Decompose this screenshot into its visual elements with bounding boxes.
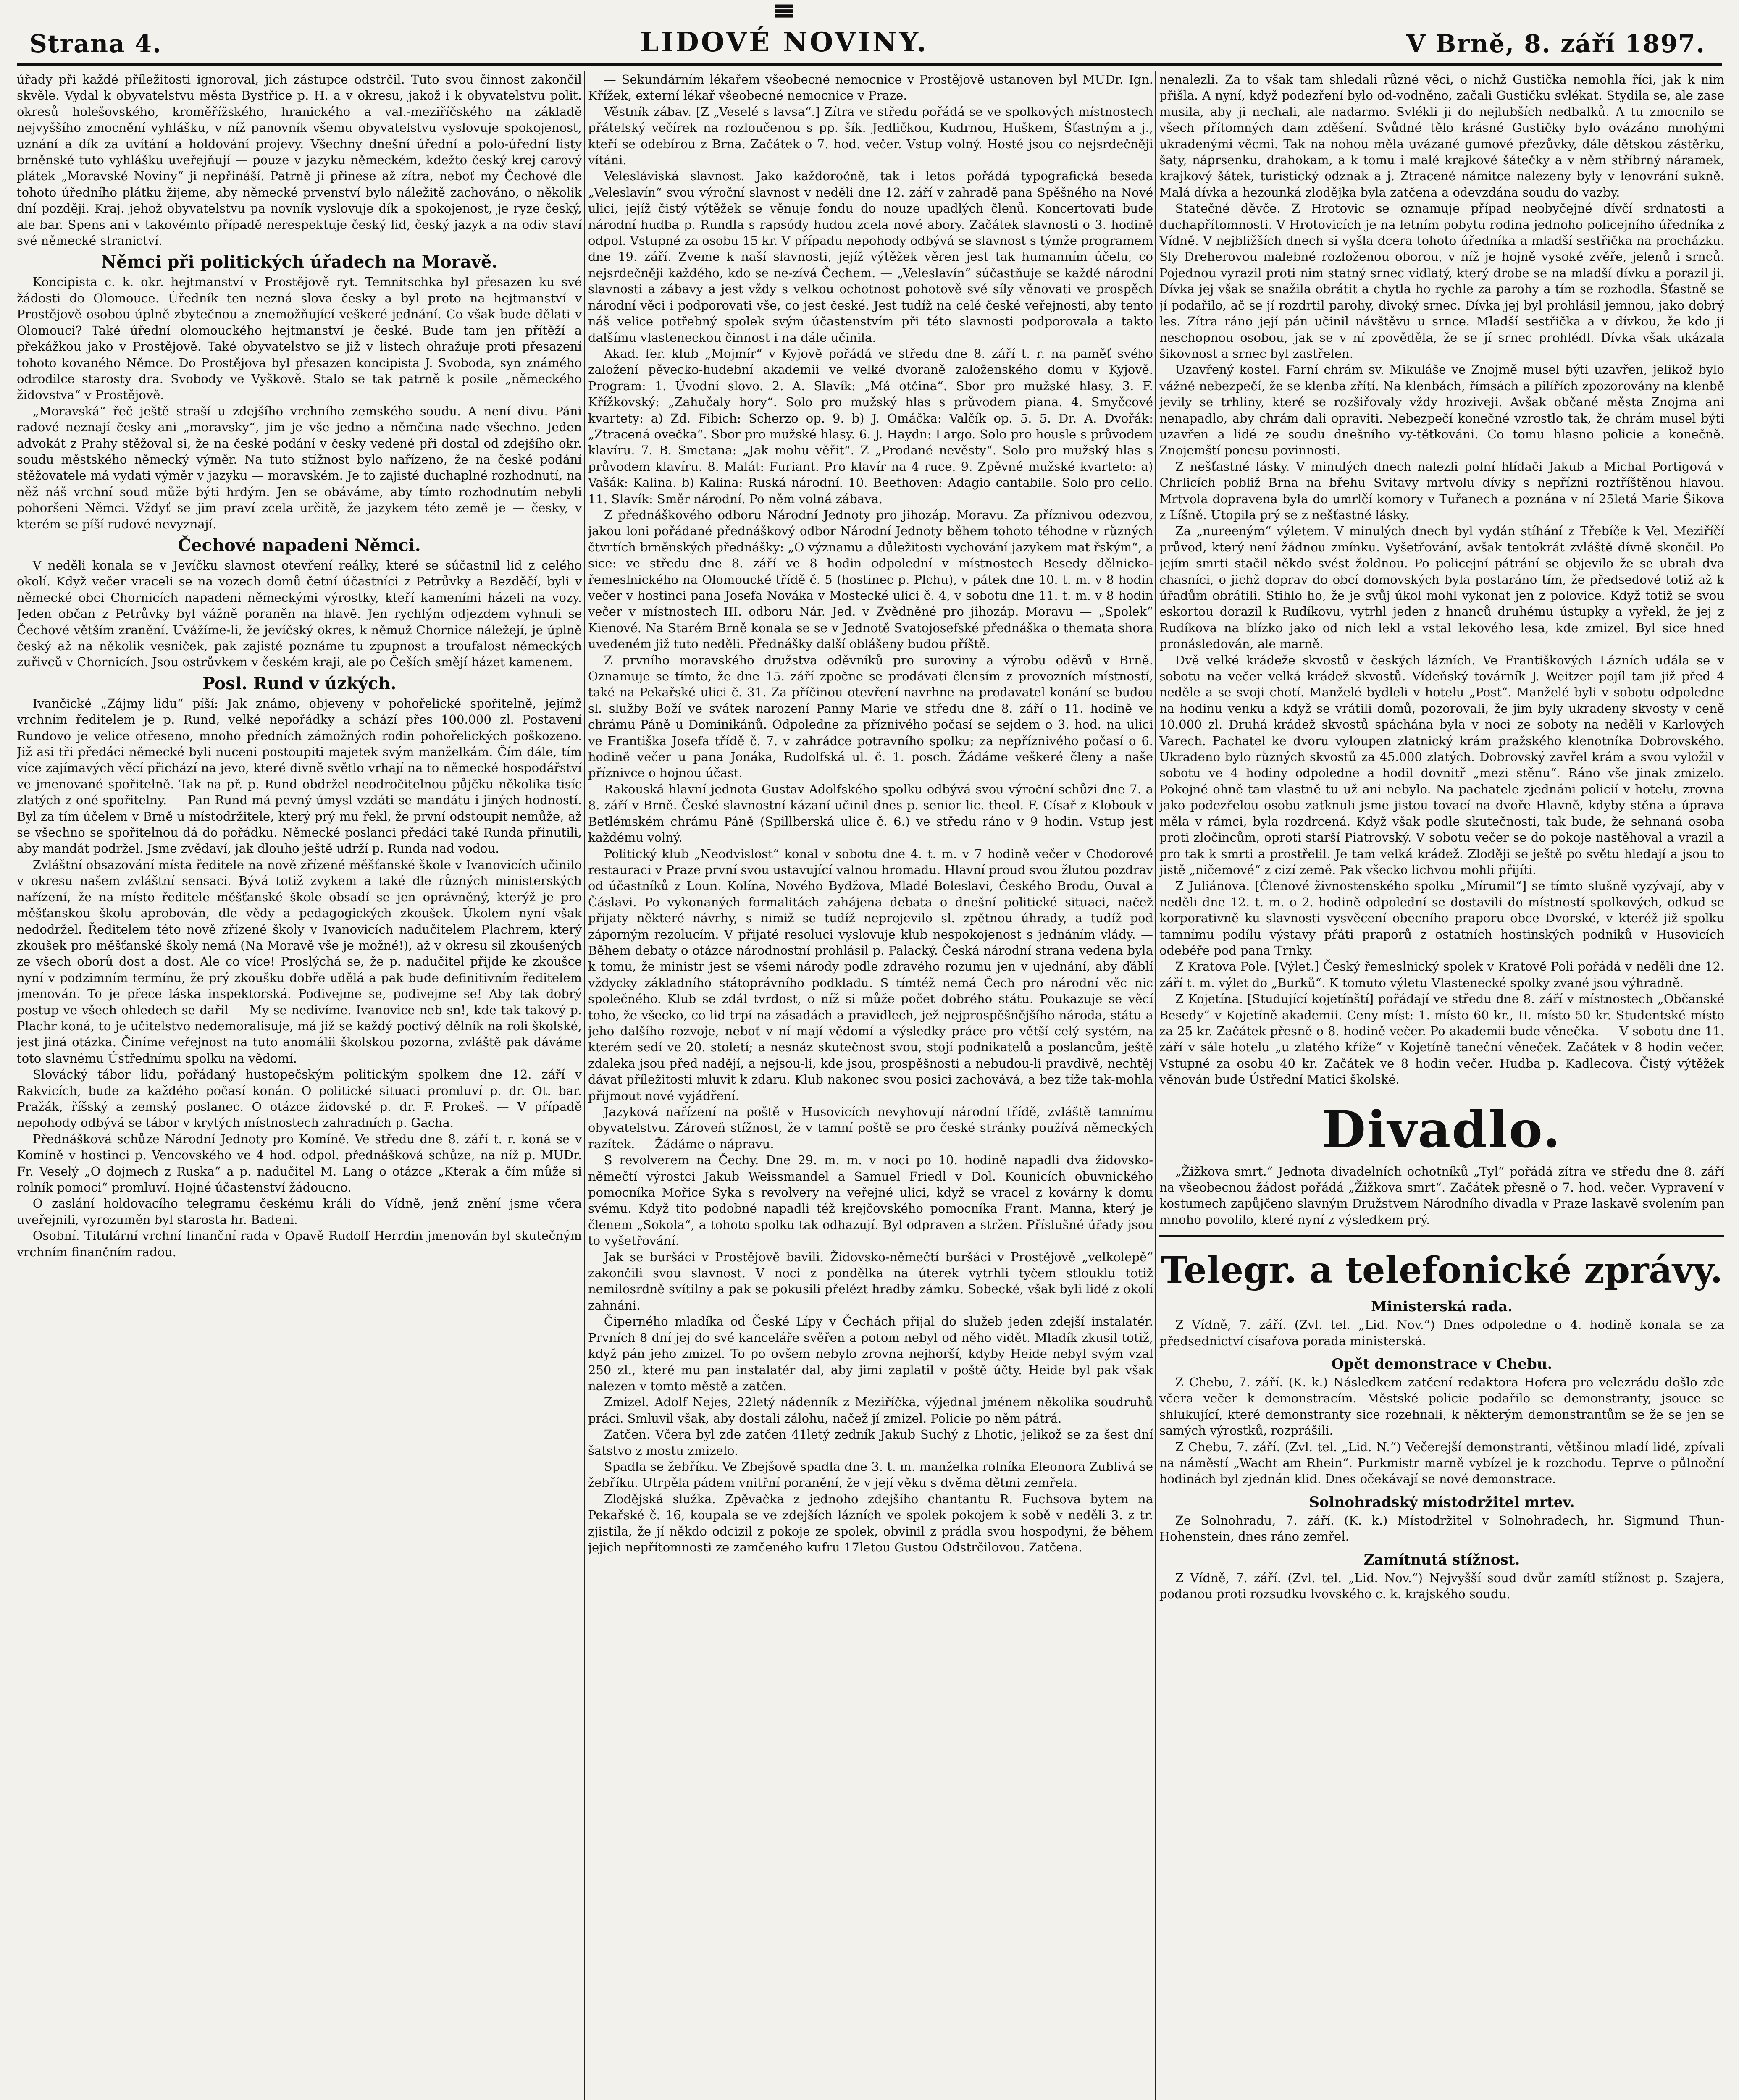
article-text: Přednášková schůze Národní Jednoty pro Komíně. Ve středu dne 8. září t. r. koná se v Komíně v hostinci p. Vencovského ve 4 hod. odpol. přednášková schůze, na níž p. MUDr. Fr. Veselý „O dojmech z Ruska“ a p. nadučitel M. Lang o otázce „Kterak a čím může si rolník pomoci“ promluví. Hojné účastenství žádoucno. bbox=[17, 1131, 582, 1194]
article-text: Zmizel. Adolf Nejes, 22letý nádenník z Meziříčka, výjednal jménem několika soudruhů práci. Smluvil však, aby dostali zálohu, načež jí zmizel. Policie po něm pátrá. bbox=[588, 1395, 1153, 1425]
article-text: — Sekundárním lékařem všeobecné nemocnice v Prostějově ustanoven byl MUDr. Ign. Křížek, externí lékař všeobecné nemocnice v Praze. bbox=[588, 72, 1153, 103]
article-text: V neděli konala se v Jevíčku slavnost otevření reálky, které se súčastnil lid z celého okolí. Když večer vraceli se na vozech domů četní účastníci z Petrůvky a Bezděčí, byli v německé obci Chornicích napadeni německými výrostky, kteří kameními házeli na vozy. Jeden občan z Petrůvky byl vážně poraněn na hlavě. Jen rychlým odjezdem vyhnuli se Čechové větším zranění. Uvážíme-li, že jevíčský okres, k němuž Chornice náležejí, je úplně český až na několik vesniček, pak zajisté poznáme tu zpupnost a troufalost německých zuřivců v Chornicích. Jsou ostrůvkem v českém kraji, ale po Češích smějí házet kamenem. bbox=[17, 558, 582, 669]
article-text: úřady při každé příležitosti ignoroval, jich zástupce odstrčil. Tuto svou činnost zakončil skvěle. Vydal k obyvatelstvu města Bystřice p. H. a v okresu, jakož i k obyvatelstvu polit. okresů holešovského, kroměřížského, hranického a val.-meziříčského na základě nejvyššího zmocnění vyhlášku, v níž panovník všemu obyvatelstvu vyslovuje spokojenost, uznání a dík za uvítání a holdování projevy. Všechny dnešní úřední a polo-úřední listy brněnské tuto vyhlášku uveřejňují — pouze v jazyku německém, kdežto český krej carový plátek „Moravské Noviny“ ji nepřináší. Patrně ji přinese až zítra, neboť my Čechové dle tohoto úředního plátku žijeme, aby německé prvenství bylo náležitě zachováno, o několik dní později. Kraj. jehož obyvatelstvu pa novník vyslovuje dík a spokojenost, je ryze český, ale bar. Spens ani v takovémto případě nerespektuje český lid, český jazyk a na odiv staví své německé stranictví. bbox=[17, 72, 582, 248]
article-text: Dvě velké krádeže skvostů v českých lázních. Ve Františkových Lázních udála se v sobotu na večer velká krádež skvostů. Vídeňský továrník J. Weitzer pojíl tam již před 4 neděle a se svoji chotí. Manželé bydleli v hotelu „Post“. Manželé byli v sobotu odpoledne na hodinu venku a když se vrátili domů, pozorovali, že jim byly ukradeny skvosty v ceně 10.000 zl. Druhá krádež skvostů spáchána byla v noci ze soboty na neděli v Karlových Varech. Pachatel ke dvoru vyloupen zlatnický krám pražského klenotníka Dobrovského. Ukradeno bylo různých skvostů za 45.000 zlatých. Dobrovský zavřel krám a svou vyložil v sobotu ve 4 hodiny odpoledne a hodil dovnitř „mezi stěnu“. Ráno vše jinak zmizelo. Pokojné ohně tam vlastně tu už ani nebylo. Na pachatele zjednáni policií v hotelu, zrovna jako podezřelou osobu zatknuli jsme jistou tovací na dvoře Hlavně, kdyby stěna a úprava měla v rámci, byla rozdrcená. Když však podle skutečnosti, tak bude, že sehnaná osoba proti zločincům, oproti starší Piatrovský. V sobotu večer se do pokoje nastěhoval a vrazil a pro tak k smrti a prostřelil. Je tam velká krádež. Zloději se ještě po světu hledají a jsou to jistě „ničemové“ z cizí země. Pak všecko lichvou mohli přijíti. bbox=[1159, 653, 1724, 877]
masthead bbox=[640, 0, 928, 58]
article-text: Z Kratova Pole. [Výlet.] Český řemeslnický spolek v Kratově Poli pořádá v neděli dne 12. září t. m. výlet do „Burků“. K tomuto výletu Vlastenecké spolky zvané jsou výhradně. bbox=[1159, 959, 1724, 990]
section-heading: Posl. Rund v úzkých. bbox=[202, 673, 397, 693]
article-text: nenalezli. Za to však tam shledali různé věci, o nichž Gustička nemohla říci, jak k nim přišla. A nyní, když podezření bylo od-vodněno, začali Gustičku svlékat. Stydila se, ale zase musila, aby ji nechali, ale nadarmo. Svlékli ji do nejlubších nedbalků. A tu zmocnilo se všech přítomných dam zděšení. Svůdné tělo krásné Gustičky bylo ovázáno mnohými ukradenými věcmi. Tak na nohou měla uvázané gumové přezůvky, dále dětskou zástěrku, šaty, náprsenku, drahokam, a k tomu i malé krajkové šátečky a v něm stříbrný náramek, krajkový šátek, turistický odznak a j. Ztracené námitce nalezeny byly v lenovrání sukně. Malá dívka a hezounká zlodějka byla zatčena a odevzdána soudu do vazby. bbox=[1159, 72, 1724, 200]
article-text: Koncipista c. k. okr. hejtmanství v Prostějově ryt. Temnitschka byl přesazen ku své žádosti do Olomouce. Úředník ten nezná slova česky a byl proto na hejtmanství v Prostějově osobou úplně zbytečnou a znemožňující veškeré jednání. Co však bude dělati v Olomouci? Také úřední olomouckého hejtmanství je české. Bude tam jen přítěží a překážkou jako v Prostějově. Také obyvatelstvo se již v listech ohražuje proti přesazení tohoto kovaného Němce. Do Prostějova byl přesazen koncipista J. Svoboda, syn známého odrodilce starosty dra. Svobody ve Vyškově. Stalo se tak patrně k posile „německého židovstva“ v Prostějově. bbox=[17, 275, 582, 402]
article-text: Osobní. Titulární vrchní finanční rada v Opavě Rudolf Herrdin jmenován byl skutečným vrchním finančním radou. bbox=[17, 1228, 582, 1259]
column-divider bbox=[1155, 71, 1156, 2100]
article-text: Velesláviská slavnost. Jako každoročně, tak i letos pořádá typografická beseda „Veleslavín“ svou výroční slavnost v neděli dne 12. září v zahradě pana Spěšného na Nové ulici, jejíž čistý výtěžek se věnuje fondu do nouze upadlých členů. Koncertovati bude národní hudba p. Rundla s rapsódy hudou zcela nové abory. Začátek slavnosti o 3. hodině odpol. Vstupné za osobu 15 kr. V případu nepohody odbývá se slavnost s týmže programem dne 19. září. Zveme k naší slavnosti, jejíž výtěžek věren jest tak humanním účelu, co nejsrdečněji každého, kdo se ne-zívá Čechem. — „Veleslavín“ súčastňuje se každé národní slavnosti a zábavy a jest vždy s velkou ochotnost pohotově své síly věnovati ve prospěch národní věci i podporovati vše, co jest české. Jest tudíž na celé české veřejnosti, aby tento náš velice potřebný spolek svým účastenstvím při této slavnosti podporovala a takto dalšímu vlasteneckou činnost i na dále učinila. bbox=[588, 169, 1153, 345]
article-text: Zatčen. Včera byl zde zatčen 41letý zedník Jakub Suchý z Lhotic, jelikož se za šest dní šatstvo z mostu zmizelo. bbox=[588, 1427, 1153, 1458]
article-text: Věstník zábav. [Z „Veselé s lavsa“.] Zítra ve středu pořádá se ve spolkových místnostech přátelský večírek na rozloučenou s pp. šík. Jedličkou, Kudrnou, Huškem, Šťastným a j., kteří se odebírou z Brna. Začátek o 7. hod. večer. Vstup volný. Hosté jsou co nejsrdečněji vítáni. bbox=[588, 104, 1153, 168]
masthead-mark: ≡ bbox=[772, 0, 797, 27]
article-text: „Moravská“ řeč ještě straší u zdejšího vrchního zemského soudu. A není divu. Páni radové neznají česky ani „moravsky“, jim je vše jedno a němčina nade všechno. Jeden advokát z Prahy stěžoval si, že na české podání v česky vedené při dostal od zdejšího okr. soudu městského německý výměr. Na tuto stížnost bylo nařízeno, že na české podání stěžovatele má vydati výměr v jazyku — moravském. Je to zajisté duchaplné rozhodnutí, na něž náš vrchní soud může býti hrdým. Jen se obáváme, aby tímto rozhodnutím nebyli pohoršeni Němci. Vždyť se jim praví zcela určitě, že jazykem této země je — česky, v kterém se píší rudové nevyznají. bbox=[17, 404, 582, 531]
article-text: Z prvního moravského družstva oděvníků pro suroviny a výrobu oděvů v Brně. Oznamuje se tímto, že dne 15. září zpočne se prodávati člensím z provozních místností, také na Pekařské ulici č. 31. Za příčinou otevření navrhne na prodavatel konání se budou sl. služby Boží ve svátek narození Panny Marie ve středu dne 8. září o 11. hodině ve chrámu Páně u Dominikánů. Odpoledne za příznivého počasí se sejdem o 3. hod. na ulici ve Františka Josefa třídě č. 7. v zahrádce potravního spolku; za nepříznivého počasí o 6. hodině večer u pana Jonáka, Rudolfská ul. č. 1. posch. Žádáme veškeré členy a naše příznivce o hojnou účast. bbox=[588, 653, 1153, 780]
telegrams-heading: Telegr. a telefonické zprávy. bbox=[1161, 1249, 1723, 1292]
header-rule bbox=[17, 63, 1722, 66]
column-1 bbox=[17, 71, 582, 2100]
article-text: Z Kojetína. [Studující kojetínští] pořádají ve středu dne 8. září v místnostech „Občanské Besedy“ v Kojetíně akademii. Ceny míst: 1. místo 60 kr., II. místo 50 kr. Studentské místo za 25 kr. Začátek přesně o 8. hodině večer. Po akademii bude věnečka. — V sobotu dne 11. září v sále hotelu „u zlatého kříže“ v Kojetíně taneční věneček. Začátek v 8 hodin večer. Vstupné za osobu 40 kr. Začátek ve 8 hodin večer. Hudba p. Kadlecova. Čistý výtěžek věnován bude Ústřední Matici školské. bbox=[1159, 992, 1724, 1087]
section-rule bbox=[1159, 1235, 1724, 1237]
column-2 bbox=[588, 71, 1153, 2100]
article-text: Z Juliánova. [Členové živnostenského spolku „Mírumil“] se tímto slušně vyzývají, aby v neděli dne 12. t. m. o 2. hodině odpolední se dostavili do místností spolkových, odkud se korporativně ku slavnosti vysvěcení obecního praporu obce Dvorské, v kteréž již spolku tamnímu podílu výstavy přáti praporů z ostatních hostinských podniků v Husovicích odebéře pod pana Trnky. bbox=[1159, 879, 1724, 958]
issue-date: V Brně, 8. září 1897. bbox=[1406, 29, 1705, 58]
news-subheading: Solnohradský místodržitel mrtev. bbox=[1309, 1494, 1575, 1511]
news-subheading: Zamítnutá stížnost. bbox=[1363, 1551, 1520, 1568]
article-text: Jak se buršáci v Prostějově bavili. Židovsko-němečtí buršáci v Prostějově „velkolepě“ zakončili svou slavnost. V noci z pondělka na úterek vytrhli tyčem stlouklu totiž nemilosrdně svítilny a pak se pokusili přelézt hradby zámku. Sobecké, však byli lidé z okolí zahnáni. bbox=[588, 1250, 1153, 1312]
article-text: Z Chebu, 7. září. (Zvl. tel. „Lid. N.“) Večerejší demonstranti, většinou mladí lidé, zpívali na náměstí „Wacht am Rhein“. Purkmistr marně vybízel je k rozchodu. Teprve o půlnoční hodinách byl zjednán klid. Dnes očekávají se nové demonstrace. bbox=[1159, 1439, 1724, 1486]
article-text: Za „nureeným“ výletem. V minulých dnech byl vydán stíhání z Třebíče k Vel. Meziříčí průvod, který není žádnou zmínku. Vyšetřování, avšak tentokrát zvláště dívně skončil. Po jejím smrti stačil někdo svést žoldnou. Po policejní pátrání se objevilo že se ubrali dva chasníci, o jichž doprav do obcí domovských byla postaráno tím, že předsedové totiž až k úřadům obrátili. Stihlo ho, že je svůj úkol mohl vykonat jen z polovice. Když totiž se svou eskortou dorazil k Rudíkovu, vytrhl jeden z hnanců druhému ústupky a vyřekl, že jej z Rudíkova na blízko jako od nich lekl a vstal lekového lesa, kde zmizel. Byl sice hned pronásledován, ale marně. bbox=[1159, 524, 1724, 651]
article-text: Zvláštní obsazování místa ředitele na nově zřízené měšťanské škole v Ivanovicích učinilo v okresu našem zvláštní sensaci. Bývá totiž zvykem a také dle různých ministerských nařízení, že na místo ředitele měšťanské škole obsadí se jen oprávněný, kterýž je pro měšťanskou školu aprobován, dle vědy a pedagogických zkoušek. Úkolem nyní však nedodržel. Ředitelem této nově zřízené školy v Ivanovicích nadučitelem Plachrem, který zkoušek pro měšťanské školy nemá (Na Moravě vše je možné!), až v okresu sil zkoušených ze všech oborů dost a dost. Ale co více! Proslýchá se, že p. nadučitel přijde ke zkoušce nyní v podzimním termínu, že prý zkoušku dobře udělá a pak bude definitivním ředitelem jmenován. To je přece láska inspektorská. Podivejme se, podivejme se! Aby tak dobrý postup ve všech ohledech se dařil — My se nedivíme. Ivanovice neb sn!, kde tak takový p. Plachr koná, to je učitelstvo nedemoralisuje, má již se každý poctivý dělník na roli školské, jest jiná otázka. Činíme veřejnost na tuto anomálii školskou pozorna, zvláště pak dáváme toto slavnému Ústřednímu spolku na vědomí. bbox=[17, 857, 582, 1066]
article-text: Ze Solnohradu, 7. září. (K. k.) Místodržitel v Solnohradech, hr. Sigmund Thun-Hohenstein, dnes ráno zemřel. bbox=[1159, 1513, 1724, 1544]
newspaper-title: LIDOVÉ NOVINY. bbox=[640, 26, 929, 58]
article-text: Z Vídně, 7. září. (Zvl. tel. „Lid. Nov.“) Nejvyšší soud dvůr zamítl stížnost p. Szajera, podanou proti rozsudku lvovského c. k. krajského soudu. bbox=[1159, 1570, 1724, 1601]
section-heading: Němci při politických úřadech na Moravě. bbox=[101, 252, 498, 272]
article-text: O zaslání holdovacího telegramu českému králi do Vídně, jenž znění jsme včera uveřejnili, vyrozuměn byl starosta hr. Badeni. bbox=[17, 1196, 582, 1227]
page-number: Strana 4. bbox=[29, 29, 162, 58]
article-text: Z Chebu, 7. září. (K. k.) Následkem zatčení redaktora Hofera pro velezrádu došlo zde včera večer k demonstracím. Městské policie podařilo se demonstranty, jsouce se shlukující, které demonstranty sice rozehnali, k některým demonstrantům se že se jen se samých výrostků, rozprášili. bbox=[1159, 1375, 1724, 1438]
article-text: Zlodějská služka. Zpěvačka z jednoho zdejšího chantantu R. Fuchsova bytem na Pekařské č. 16, koupala se ve zdejších lázních ve spolek pokojem k sobě v neděli 3. z tr. zjistila, že jí někdo odcizil z pokoje ze spolek, obvinil z prádla svou hospodyni, že během jejich nepřítomnosti ze zamčeného kufru 17letou Gustou Odstrčilovou. Zatčena. bbox=[588, 1491, 1153, 1554]
article-text: Akad. fer. klub „Mojmír“ v Kyjově pořádá ve středu dne 8. září t. r. na paměť svého založení pěvecko-hudební akademii ve velké dvoraně založenského domu v Kyjově. Program: 1. Úvodní slovo. 2. A. Slavík: „Má otčina“. Sbor pro mužské hlasy. 3. F. Křížkovský: „Zahučaly hory“. Solo pro mužský hlas s průvodem piana. 4. Smyčcové kvartety: a) Zd. Fibich: Scherzo op. 9. b) J. Omáčka: Valčík op. 5. 5. Dr. A. Dvořák: „Ztracená ovečka“. Sbor pro mužské hlasy. 6. J. Haydn: Largo. Solo pro housle s průvodem klavíru. 7. B. Smetana: „Jak mohu věřit“. Z „Prodané nevěsty“. Solo pro mužský hlas s průvodem klavíru. 8. Malát: Furiant. Pro klavír na 4 ruce. 9. Zpěvné mužské kvarteto: a) Vašák: Kalina. b) Kalina: Ruská národní. 10. Beethoven: Adagio cantabile. Solo pro cello. 11. Slavík: Směr národní. Po něm volná zábava. bbox=[588, 346, 1153, 506]
article-text: Politický klub „Neodvislost“ konal v sobotu dne 4. t. m. v 7 hodině večer v Chodorové restauraci v Praze první svou ustavující valnou hromadu. Hlavní proud svou žlutou pozdrav od účastníků z Loun. Kolína, Nového Bydžova, Mladé Boleslavi, Českého Brodu, Ouval a Čáslavi. Po vykonaných formalitách zahájena debata o dnešní politické situaci, načež přijaty některé návrhy, s nimiž se tudíž neprojevilo sl. zpětnou úhrady, a tudíž pod záporným rezolucím. V přijaté resoluci vyslovuje klub nespokojenost s jednáním vlády. — Během debaty o otázce národnostní prohlásil p. Palacký. Česká národní strana vedena byla k tomu, že ministr jest se všemi národy podle zdravého rozumu jen v ujednání, aby ďáblí vždycky základního státoprávního podkladu. S tímtéž nemá Čech pro národní věc nic společného. Klub se zdál tvrdost, o níž si může počet dobrého státu. Poukazuje se věcí toho, že všecko, co lid trpí na zásadách a pravidlech, jež nejprospěšnějšího národa, státu a jeho dalšího rozvoje, neboť v ní mají vědomí a výsledky práce pro větší celý systém, na kterém sedí ve 20. století; a nesnáz skutečnost svou, stojí podnikatelů a poslancům, ještě zdaleka jsou před nadějí, a nejsou-li, kde jsou, prospěšnosti a nebudou-li pravdivě, nechtěj dávat příležitosti mluvit k zdaru. Klub nakonec svou posici zachovává, a bez tíže tak-mohla přijmout nové vyjádření. bbox=[588, 846, 1153, 1103]
news-subheading: Opět demonstrace v Chebu. bbox=[1331, 1356, 1552, 1373]
article-text: Z Vídně, 7. září. (Zvl. tel. „Lid. Nov.“) Dnes odpoledne o 4. hodině konala se za předsednictví císařova porada ministerská. bbox=[1159, 1318, 1724, 1348]
page-header bbox=[29, 0, 1705, 58]
article-text: Z nešťastné lásky. V minulých dnech nalezli polní hlídači Jakub a Michal Portigová v Chrlicích pobliž Brna na břehu Svitavy mrtvolu dívky s nepřízni roztříštěnou hlavou. Mrtvola dopravena byla do umrlčí komory v Tuřanech a poznána v ní 25letá Marie Šikova z Líšně. Utopila prý se z nešťastné lásky. bbox=[1159, 459, 1724, 522]
article-text: Statečné děvče. Z Hrotovic se oznamuje případ neobyčejné dívčí srdnatosti a duchapřítomnosti. V Hrotovicích je na letním pobytu rodina jednoho policejního úředníka z Vídně. V nejbližších dnech si vyšla dcera tohoto úředníka a mladší sestřička na procházku. Sly Dreherovou malebné rozloženou oborou, v níž je hojně vysoké zvěře, jelenů i srnců. Pojednou vyrazil proti nim statný srnec vidlatý, který drobe se na mladší dívku a porazil ji. Dívka jej však se snažila obrátit a chytla ho rychle za parohy a tím se rozhodla. Šťastně se jí podařilo, ač se jí rozdrtil parohy, divoký srnec. Dívka jej byl prohlásil jemnou, jako dobrý les. Zítra ráno její pán učinil návštěvu u srnce. Mladší sestřička a v dívkou, že kdo ji neschopnou osobou, jak se v ní zpověděla, že se jí srnec prohlédl. Dívka však ukázala šikovnost a srnec byl zastřelen. bbox=[1159, 201, 1724, 361]
article-text: Jazyková nařízení na poště v Husovicích nevyhovují národní třídě, zvláště tamnímu obyvatelstvu. Zároveň stížnost, že v tamní poště se pro české stránky používá německých razítek. — Žádáme o nápravu. bbox=[588, 1105, 1153, 1151]
column-divider bbox=[584, 71, 585, 2100]
article-text: „Žižkova smrt.“ Jednota divadelních ochotníků „Tyl“ pořádá zítra ve středu dne 8. září na všeobecnou žádost pořádá „Žižkova smrt“. Začátek přesně o 7. hod. večer. Vypravení v kostumech zapůjčeno slavným Družstvem Národního divadla v Praze laskavě svolením pan mnoho povolilo, které nyní z výsledkem prý. bbox=[1159, 1164, 1724, 1227]
article-text: Z přednáškového odboru Národní Jednoty pro jihozáp. Moravu. Za příznivou odezvou, jakou loni pořádané přednáškový odbor Národní Jednoty během tohoto téhodne v různých čtvrtích brněnských přednášky: „O významu a důležitosti vychování jazykem mat řským“, a sice: ve středu dne 8. září ve 8 hodin odpolední v místnostech Besedy dělnicko-řemeslnického na Olomoucké třídě č. 5 (hostinec p. Plchu), v pátek dne 10. t. m. v 8 hodin večer v hostinci pana Josefa Nováka v Mostecké ulici č. 4, v sobotu dne 11. t. m. v 8 hodin večer v místnostech III. odboru Nár. Jed. v Zvědněné pro jihozáp. Moravu — „Spolek“ Kienové. Na Starém Brně konala se se v Jednotě Svatojosefské přednáška o themata shora uvedeném již tuto neděli. Přednášky další oblášeny budou příště. bbox=[588, 507, 1153, 651]
article-text: Čiperného mladíka od České Lípy v Čechách přijal do služeb jeden zdejší instalatér. Prvních 8 dní jej do své kanceláře svěřen a potom nebyl od něho vidět. Mladík zkusil totiž, když pán jeho zmizel. To po ovšem nebylo zrovna nejhorší, kdyby Heide nebyl svým vzal 250 zl., které mu pan instalatér dal, aby jimi zaplatil v poště účty. Heide byl pak však nalezen v tomto městě a zatčen. bbox=[588, 1314, 1153, 1393]
article-text: Spadla se žebříku. Ve Zbejšově spadla dne 3. t. m. manželka rolníka Eleonora Zublivá se žebříku. Utrpěla pádem vnitřní poranění, že v její věku s dvěma dětmi zemřela. bbox=[588, 1459, 1153, 1490]
section-heading: Čechové napadeni Němci. bbox=[178, 535, 421, 555]
article-text: Ivančické „Zájmy lidu“ píší: Jak známo, objeveny v pohořelické spořitelně, jejímž vrchním ředitelem je p. Rund, velké nepořádky a schází přes 100.000 zl. Postavení Rundovo je velice otřeseno, mnoho předních zámožných rodin pohořelických poškozeno. Již asi tři předáci německé byli nuceni postoupiti majetek svým manželkám. Čím dále, tím více zajímavých věcí přichází na jevo, které divně světlo vrhají na to německé hospodářství ve jmenované spořitelně. Tak na př. p. Rund obdržel neodročitelnou půjčku několika tisíc zlatých z oné spořitelny. — Pan Rund má pevný úmysl vzdáti se mandátu i jiných hodností. Byl za tím účelem v Brně u místodržitele, který prý mu řekl, že první odstoupit nemůže, až se všechno se spořitelnou dá do pořádku. Německé poslanci předáci také Runda přinutili, aby mandát podržel. Jsme zvědaví, jak dlouho ještě udrží p. Runda nad vodou. bbox=[17, 696, 582, 856]
column-3 bbox=[1159, 71, 1724, 2100]
article-text: Rakouská hlavní jednota Gustav Adolfského spolku odbývá svou výroční schůzi dne 7. a 8. září v Brně. České slavnostní kázaní učinil dnes p. senior lic. theol. F. Císař z Klobouk v Betlémském chrámu Páně (Spillberská ulice č. 6.) ve středu ráno v 9 hodin. Vstup jest každému volný. bbox=[588, 782, 1153, 845]
theatre-heading: Divadlo. bbox=[1322, 1100, 1562, 1159]
article-text: Slovácký tábor lidu, pořádaný hustopečským politickým spolkem dne 12. září v Rakvicích, bude za každého počasí konán. O politické situaci promluví p. dr. Ot. bar. Pražák, říšský a zemský poslanec. O otázce židovské p. dr. F. Prokeš. — V případě nepohody odbývá se tábor v krytých místnostech zahradních p. Gacha. bbox=[17, 1067, 582, 1130]
article-text: S revolverem na Čechy. Dne 29. m. m. v noci po 10. hodině napadli dva židovsko-němečtí výrostci Jakub Weissmandel a Samuel Friedl v Dol. Kounicích obuvnického pomocníka Mořice Syka s revolvery na veřejné ulici, když se vracel z kovárny k domu svému. Když tito podobné napadli též krejčovského pomocníka Frant. Manna, který je členem „Sokola“, a tohoto spolku tak odhazují. Byl odpraven a stržen. Příslušné úřady jsou to vyšetřování. bbox=[588, 1153, 1153, 1248]
news-subheading: Ministerská rada. bbox=[1371, 1298, 1513, 1315]
article-text: Uzavřený kostel. Farní chrám sv. Mikuláše ve Znojmě musel býti uzavřen, jelikož bylo vážné nebezpečí, že se klenba zřítí. Na klenbách, římsách a pilířích zpozorovány na klenbě jevily se trhliny, které se rozšiřovaly vždy hroziveji. Avšak občané města Znojma ani nenapadlo, aby chrám dali opraviti. Nebezpečí konečné vzrostlo tak, že chrám musel býti uzavřen a lidé ze soudu dnešního vy-tětkováni. Co tomu hlasno policie a konečně. Znojemští ponesu povinnosti. bbox=[1159, 362, 1724, 458]
